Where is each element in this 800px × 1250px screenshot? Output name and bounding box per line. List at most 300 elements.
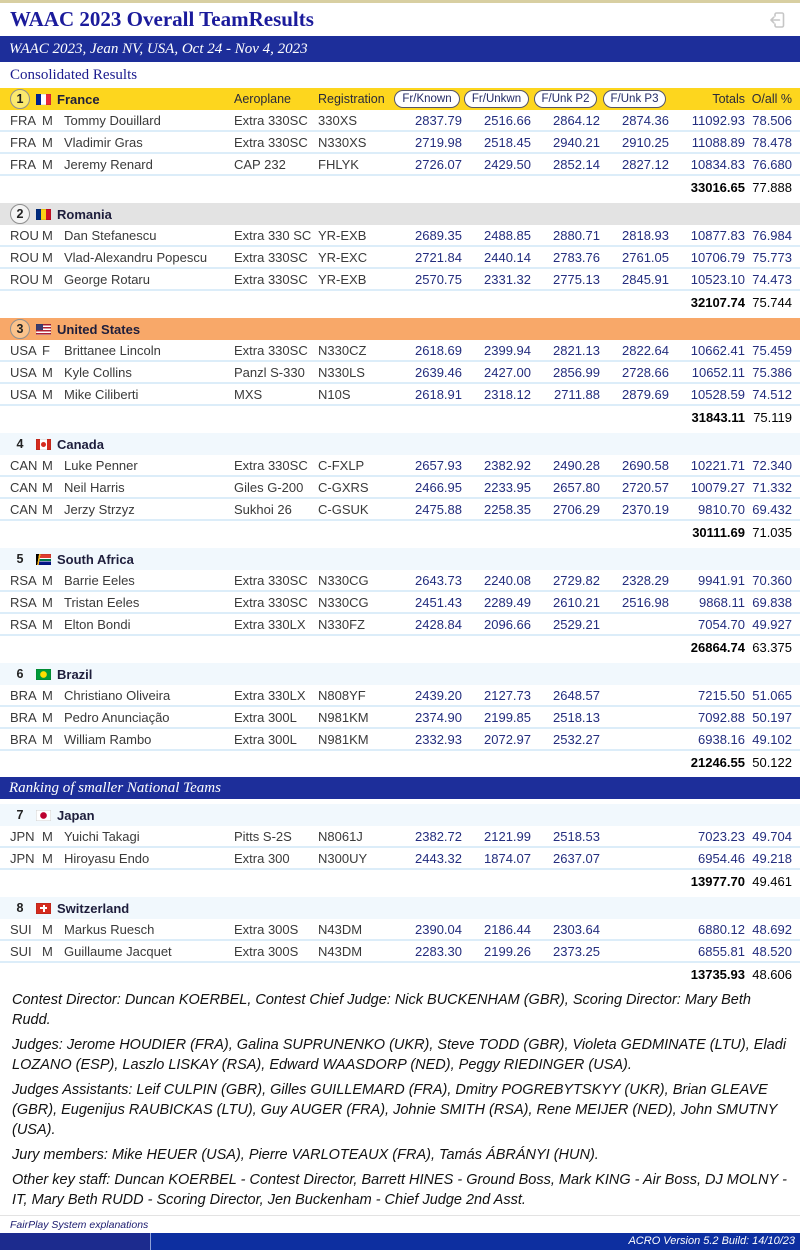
score-f-unk-p2: 2637.07 — [553, 850, 600, 866]
gender: M — [42, 271, 53, 287]
pilot-row — [0, 614, 800, 636]
pilot-row — [0, 826, 800, 848]
score-f-unk-p2: 2518.53 — [553, 828, 600, 844]
pilot-overall-pct: 51.065 — [752, 687, 792, 703]
registration: N330LS — [318, 364, 365, 380]
flag-icon-japan — [36, 810, 51, 821]
score-fr-known: 2618.69 — [415, 342, 462, 358]
page-title: WAAC 2023 Overall TeamResults — [10, 7, 314, 31]
program-button-fr-known[interactable]: Fr/Known — [394, 90, 459, 108]
score-fr-unkwn: 2186.44 — [484, 921, 531, 937]
pilot-total: 11088.89 — [691, 134, 745, 150]
pilot-row — [0, 919, 800, 941]
score-f-unk-p3: 2690.58 — [622, 457, 669, 473]
gender: M — [42, 134, 53, 150]
team-rank-badge: 4 — [16, 437, 24, 451]
team-rank-badge: 6 — [16, 667, 24, 681]
country-code: USA — [10, 364, 37, 380]
footer-other-key-staff: Other key staff: Duncan KOERBEL - Contest Director, Barrett HINES - Ground Boss, Mark KING - Air Boss, DJ MOLNY - IT, Mary Beth RUDD - Scoring Director, Jen Buckenham - Chief Judge 2nd Asst. — [12, 1172, 787, 1208]
aeroplane: Extra 330SC — [234, 134, 308, 150]
pilot-total: 10662.41 — [690, 342, 745, 358]
aeroplane: Extra 330SC — [234, 457, 308, 473]
score-fr-known: 2837.79 — [415, 112, 462, 128]
registration: N330XS — [318, 134, 367, 150]
team-rank-badge: 7 — [16, 808, 24, 822]
team-rank-badge: 1 — [10, 89, 30, 109]
pilot-row — [0, 110, 800, 132]
footer-jury-members: Jury members: Mike HEUER (USA), Pierre VARLOTEAUX (FRA), Tamás ÁBRÁNYI (HUN). — [12, 1147, 599, 1163]
pilot-overall-pct: 50.197 — [752, 709, 792, 725]
officials-footer — [0, 985, 800, 1210]
pilot-total: 9810.70 — [698, 501, 745, 517]
registration: 330XS — [318, 112, 358, 128]
team-rank-badge: 8 — [16, 901, 24, 915]
pilot-name: Dan Stefanescu — [64, 227, 157, 243]
country-code: USA — [10, 386, 37, 402]
score-f-unk-p2: 2532.27 — [553, 731, 600, 747]
team-total-row — [0, 176, 800, 198]
footer-judges: Judges: Jerome HOUDIER (FRA), Galina SUPRUNENKO (UKR), Steve TODD (GBR), Violeta GEDMINATE (LTU), Eladi LOZANO (ESP), Laszlo LISKAY (RSA), Edward WAASDORP (NED), Peggy RIEDINGER (USA). — [12, 1037, 787, 1073]
program-button-wrap — [531, 90, 600, 108]
pilot-overall-pct: 70.360 — [752, 572, 792, 588]
score-f-unk-p2: 2303.64 — [553, 921, 600, 937]
pilot-total: 7054.70 — [698, 616, 745, 632]
team-total: 13977.70 — [690, 873, 745, 889]
gender: M — [42, 364, 53, 380]
country-code: ROU — [10, 227, 39, 243]
score-f-unk-p2: 2648.57 — [553, 687, 600, 703]
aeroplane: MXS — [234, 386, 263, 402]
gender: M — [42, 943, 53, 959]
version-text: ACRO Version 5.2 Build: 14/10/23 — [628, 1235, 795, 1247]
score-f-unk-p3: 2822.64 — [622, 342, 669, 358]
score-fr-known: 2382.72 — [415, 828, 462, 844]
pilot-overall-pct: 76.984 — [752, 227, 792, 243]
score-f-unk-p2: 2711.88 — [553, 386, 600, 402]
team-section-japan — [0, 804, 800, 892]
gender: F — [42, 342, 50, 358]
registration: N330FZ — [318, 616, 365, 632]
team-total-row — [0, 406, 800, 428]
score-fr-unkwn: 2399.94 — [484, 342, 531, 358]
program-button-wrap — [600, 90, 669, 108]
registration: YR-EXB — [318, 227, 367, 243]
score-f-unk-p2: 2783.76 — [553, 249, 600, 265]
country-code: SUI — [10, 921, 32, 937]
score-fr-unkwn: 2096.66 — [484, 616, 531, 632]
score-fr-unkwn: 2331.32 — [484, 271, 531, 287]
country-code: CAN — [10, 501, 38, 517]
gender: M — [42, 594, 53, 610]
score-fr-known: 2618.91 — [415, 386, 462, 402]
teams-table — [0, 88, 800, 985]
score-f-unk-p2: 2940.21 — [553, 134, 600, 150]
pilot-overall-pct: 76.680 — [752, 156, 792, 172]
team-name: South Africa — [57, 551, 134, 567]
pilot-total: 9941.91 — [698, 572, 745, 588]
pilot-name: Vladimir Gras — [64, 134, 143, 150]
team-total: 32107.74 — [690, 294, 745, 310]
team-identity — [10, 898, 234, 918]
score-fr-unkwn: 2516.66 — [484, 112, 531, 128]
score-f-unk-p2: 2373.25 — [553, 943, 600, 959]
score-f-unk-p3: 2370.19 — [622, 501, 669, 517]
pilot-total: 6954.46 — [698, 850, 745, 866]
pilot-name: Tommy Douillard — [64, 112, 161, 128]
team-identity — [10, 89, 234, 109]
pilot-name: Kyle Collins — [64, 364, 132, 380]
score-fr-known: 2428.84 — [415, 616, 462, 632]
team-overall-pct: 75.119 — [753, 409, 792, 425]
pilot-total: 10079.27 — [690, 479, 745, 495]
score-fr-unkwn: 2318.12 — [484, 386, 531, 402]
team-overall-pct: 71.035 — [752, 524, 792, 540]
team-overall-pct: 77.888 — [752, 179, 792, 195]
team-name: United States — [57, 321, 141, 337]
aeroplane: Extra 330SC — [234, 271, 308, 287]
pilot-overall-pct: 74.512 — [752, 386, 792, 402]
pilot-row — [0, 225, 800, 247]
pilot-total: 11092.93 — [691, 112, 745, 128]
program-button-fr-unkwn[interactable]: Fr/Unkwn — [464, 90, 529, 108]
score-fr-unkwn: 1874.07 — [484, 850, 531, 866]
gender: M — [42, 249, 53, 265]
country-code: RSA — [10, 616, 37, 632]
footer-contest-director: Contest Director: Duncan KOERBEL, Contest Chief Judge: Nick BUCKENHAM (GBR), Scoring Director: Mary Beth Rudd. — [12, 992, 751, 1028]
aeroplane: Extra 330SC — [234, 342, 308, 358]
aeroplane: Extra 330SC — [234, 572, 308, 588]
score-fr-unkwn: 2199.85 — [484, 709, 531, 725]
pilot-row — [0, 707, 800, 729]
gender: M — [42, 156, 53, 172]
program-button-f-unk-p2[interactable]: F/Unk P2 — [534, 90, 598, 108]
team-section-france — [0, 88, 800, 198]
pilot-overall-pct: 74.473 — [752, 271, 792, 287]
gender: M — [42, 457, 53, 473]
score-fr-unkwn: 2233.95 — [484, 479, 531, 495]
pilot-overall-pct: 75.773 — [752, 249, 792, 265]
team-total: 13735.93 — [690, 966, 745, 982]
pilot-name: Markus Ruesch — [64, 921, 155, 937]
score-f-unk-p2: 2706.29 — [553, 501, 600, 517]
team-total-row — [0, 963, 800, 985]
team-identity — [10, 664, 234, 684]
country-code: JPN — [10, 828, 35, 844]
country-code: RSA — [10, 572, 37, 588]
score-f-unk-p3: 2720.57 — [622, 479, 669, 495]
pilot-row — [0, 592, 800, 614]
fairplay-link[interactable]: FairPlay System explanations — [0, 1215, 800, 1233]
pilot-total: 10652.11 — [691, 364, 745, 380]
aeroplane: Extra 330SC — [234, 594, 308, 610]
pilot-name: Jeremy Renard — [64, 156, 153, 172]
pilot-total: 10528.59 — [690, 386, 745, 402]
pilot-row — [0, 729, 800, 751]
gender: M — [42, 479, 53, 495]
team-header-canada — [0, 433, 800, 455]
registration: N330CG — [318, 572, 369, 588]
registration: YR-EXC — [318, 249, 368, 265]
team-overall-pct: 48.606 — [752, 966, 792, 982]
flag-icon-brazil — [36, 669, 51, 680]
score-fr-known: 2726.07 — [415, 156, 462, 172]
team-total: 33016.65 — [690, 179, 745, 195]
score-fr-unkwn: 2199.26 — [484, 943, 531, 959]
score-f-unk-p2: 2529.21 — [553, 616, 600, 632]
flag-icon-switzerland — [36, 903, 51, 914]
team-overall-pct: 50.122 — [752, 754, 792, 770]
score-f-unk-p3: 2328.29 — [622, 572, 669, 588]
pilot-name: Luke Penner — [64, 457, 138, 473]
pilot-total: 6880.12 — [698, 921, 745, 937]
country-code: BRA — [10, 709, 37, 725]
pilot-name: George Rotaru — [64, 271, 150, 287]
aeroplane: Giles G-200 — [234, 479, 304, 495]
score-f-unk-p3: 2516.98 — [622, 594, 669, 610]
team-total: 21246.55 — [690, 754, 745, 770]
pilot-name: Jerzy Strzyz — [64, 501, 135, 517]
pilot-overall-pct: 69.838 — [752, 594, 792, 610]
score-f-unk-p3: 2874.36 — [622, 112, 669, 128]
aeroplane: Panzl S-330 — [234, 364, 305, 380]
team-header-united-states — [0, 318, 800, 340]
pilot-name: Tristan Eeles — [64, 594, 140, 610]
score-f-unk-p2: 2775.13 — [553, 271, 600, 287]
team-name: Switzerland — [57, 900, 130, 916]
score-fr-known: 2719.98 — [415, 134, 462, 150]
pilot-overall-pct: 49.704 — [752, 828, 792, 844]
registration: N300UY — [318, 850, 368, 866]
score-fr-unkwn: 2440.14 — [484, 249, 531, 265]
pilot-total: 10834.83 — [690, 156, 745, 172]
status-bar — [0, 1233, 800, 1250]
gender: M — [42, 501, 53, 517]
pilot-total: 9868.11 — [698, 594, 745, 610]
team-total-row — [0, 751, 800, 773]
team-header-france — [0, 88, 800, 110]
score-fr-known: 2689.35 — [415, 227, 462, 243]
flag-icon-south-africa — [36, 554, 51, 565]
score-fr-unkwn: 2382.92 — [484, 457, 531, 473]
registration: N330CG — [318, 594, 369, 610]
country-code: SUI — [10, 943, 32, 959]
score-fr-known: 2374.90 — [415, 709, 462, 725]
registration: YR-EXB — [318, 271, 367, 287]
column-header-overall: O/all % — [751, 92, 792, 106]
country-code: FRA — [10, 134, 36, 150]
aeroplane: Extra 300L — [234, 709, 297, 725]
aeroplane: Extra 300L — [234, 731, 297, 747]
registration: N981KM — [318, 731, 369, 747]
score-f-unk-p2: 2821.13 — [553, 342, 600, 358]
pilot-name: Neil Harris — [64, 479, 125, 495]
pilot-total: 7023.23 — [698, 828, 745, 844]
country-code: CAN — [10, 479, 38, 495]
team-identity — [10, 549, 234, 569]
score-fr-unkwn: 2240.08 — [484, 572, 531, 588]
country-code: ROU — [10, 271, 39, 287]
gender: M — [42, 572, 53, 588]
column-header-totals: Totals — [712, 92, 745, 106]
team-rank-badge: 2 — [10, 204, 30, 224]
aeroplane: Sukhoi 26 — [234, 501, 292, 517]
score-f-unk-p3: 2761.05 — [622, 249, 669, 265]
score-fr-unkwn: 2429.50 — [484, 156, 531, 172]
score-fr-known: 2570.75 — [415, 271, 462, 287]
pilot-row — [0, 247, 800, 269]
pilot-name: Yuichi Takagi — [64, 828, 140, 844]
country-code: FRA — [10, 112, 36, 128]
team-total-row — [0, 870, 800, 892]
title-bar — [0, 3, 800, 36]
team-name: Brazil — [57, 666, 93, 682]
registration: FHLYK — [318, 156, 359, 172]
registration: N8061J — [318, 828, 363, 844]
team-total: 30111.69 — [692, 524, 745, 540]
score-fr-known: 2451.43 — [415, 594, 462, 610]
registration: N43DM — [318, 943, 363, 959]
team-overall-pct: 75.744 — [752, 294, 792, 310]
score-f-unk-p3: 2818.93 — [622, 227, 669, 243]
flag-icon-romania — [36, 209, 51, 220]
aeroplane: Extra 330LX — [234, 616, 306, 632]
score-fr-unkwn: 2258.35 — [484, 501, 531, 517]
score-f-unk-p2: 2657.80 — [553, 479, 600, 495]
flag-icon-canada — [36, 439, 51, 450]
column-header-aeroplane: Aeroplane — [234, 92, 291, 106]
pilot-overall-pct: 69.432 — [752, 501, 792, 517]
gender: M — [42, 850, 53, 866]
pilot-row — [0, 340, 800, 362]
pilot-overall-pct: 49.102 — [752, 731, 792, 747]
pilot-overall-pct: 75.459 — [752, 342, 792, 358]
aeroplane: Extra 300S — [234, 943, 299, 959]
country-code: FRA — [10, 156, 36, 172]
score-fr-known: 2332.93 — [415, 731, 462, 747]
pilot-name: Guillaume Jacquet — [64, 943, 172, 959]
country-code: USA — [10, 342, 37, 358]
country-code: JPN — [10, 850, 35, 866]
team-total-row — [0, 636, 800, 658]
aeroplane: Extra 300S — [234, 921, 299, 937]
pilot-row — [0, 269, 800, 291]
team-identity — [10, 434, 234, 454]
program-button-f-unk-p3[interactable]: F/Unk P3 — [603, 90, 667, 108]
contest-info-bar: WAAC 2023, Jean NV, USA, Oct 24 - Nov 4, 2023 — [0, 36, 800, 62]
pilot-overall-pct: 48.692 — [752, 921, 792, 937]
pilot-name: Pedro Anunciação — [64, 709, 170, 725]
section-title: Consolidated Results — [10, 67, 138, 83]
score-f-unk-p3: 2728.66 — [622, 364, 669, 380]
team-header-romania — [0, 203, 800, 225]
score-fr-known: 2439.20 — [415, 687, 462, 703]
gender: M — [42, 386, 53, 402]
team-name: France — [57, 91, 100, 107]
aeroplane: Extra 330SC — [234, 249, 308, 265]
pilot-name: Elton Bondi — [64, 616, 131, 632]
team-total-row — [0, 291, 800, 313]
status-bar-left-segment — [0, 1233, 151, 1250]
pilot-overall-pct: 49.927 — [752, 616, 792, 632]
team-total: 31843.11 — [691, 409, 745, 425]
pilot-overall-pct: 75.386 — [752, 364, 792, 380]
aeroplane: Extra 300 — [234, 850, 290, 866]
team-total: 26864.74 — [690, 639, 745, 655]
score-f-unk-p3: 2827.12 — [622, 156, 669, 172]
team-section-south-africa — [0, 548, 800, 658]
team-header-switzerland — [0, 897, 800, 919]
pilot-overall-pct: 72.340 — [752, 457, 792, 473]
pilot-total: 6938.16 — [698, 731, 745, 747]
score-fr-known: 2657.93 — [415, 457, 462, 473]
score-f-unk-p2: 2852.14 — [553, 156, 600, 172]
registration: N808YF — [318, 687, 366, 703]
pilot-row — [0, 362, 800, 384]
gender: M — [42, 616, 53, 632]
country-code: BRA — [10, 731, 37, 747]
country-code: RSA — [10, 594, 37, 610]
aeroplane: Extra 330SC — [234, 112, 308, 128]
registration: N981KM — [318, 709, 369, 725]
flag-icon-united-states — [36, 324, 51, 335]
gender: M — [42, 921, 53, 937]
score-fr-unkwn: 2127.73 — [484, 687, 531, 703]
country-code: CAN — [10, 457, 38, 473]
pilot-row — [0, 685, 800, 707]
pilot-row — [0, 848, 800, 870]
team-rank-badge: 5 — [16, 552, 24, 566]
gender: M — [42, 709, 53, 725]
team-identity — [10, 319, 234, 339]
team-header-south-africa — [0, 548, 800, 570]
pilot-total: 6855.81 — [698, 943, 745, 959]
registration: C-GXRS — [318, 479, 369, 495]
team-rank-badge: 3 — [10, 319, 30, 339]
team-name: Japan — [57, 807, 95, 823]
score-fr-known: 2466.95 — [415, 479, 462, 495]
score-fr-known: 2390.04 — [415, 921, 462, 937]
score-f-unk-p2: 2518.13 — [553, 709, 600, 725]
pilot-row — [0, 477, 800, 499]
pilot-row — [0, 384, 800, 406]
score-f-unk-p2: 2864.12 — [553, 112, 600, 128]
program-button-wrap — [462, 90, 531, 108]
pilot-total: 10706.79 — [690, 249, 745, 265]
pilot-row — [0, 132, 800, 154]
column-header-registration: Registration — [318, 92, 385, 106]
pilot-row — [0, 499, 800, 521]
score-fr-known: 2643.73 — [415, 572, 462, 588]
pilot-overall-pct: 78.506 — [752, 112, 792, 128]
score-f-unk-p3: 2910.25 — [622, 134, 669, 150]
gender: M — [42, 731, 53, 747]
score-f-unk-p2: 2729.82 — [553, 572, 600, 588]
footer-judges-assistants: Judges Assistants: Leif CULPIN (GBR), Gilles GUILLEMARD (FRA), Dmitry POGREBYTSKYY (UKR), Brian GLEAVE (GBR), Eugenijus RAUBICKAS (LTU), Guy AUGER (FRA), Johnie SMITH (RSA), Rene MEIJER (NED), John SMUTNY (USA). — [12, 1082, 778, 1138]
score-fr-known: 2721.84 — [415, 249, 462, 265]
export-icon[interactable] — [766, 9, 788, 31]
flag-icon-france — [36, 94, 51, 105]
pilot-name: William Rambo — [64, 731, 152, 747]
score-fr-known: 2443.32 — [415, 850, 462, 866]
pilot-total: 10877.83 — [690, 227, 745, 243]
score-fr-unkwn: 2488.85 — [484, 227, 531, 243]
team-total-row — [0, 521, 800, 543]
score-fr-unkwn: 2518.45 — [484, 134, 531, 150]
score-fr-known: 2639.46 — [415, 364, 462, 380]
pilot-total: 7092.88 — [698, 709, 745, 725]
pilot-row — [0, 455, 800, 477]
pilot-overall-pct: 49.218 — [752, 850, 792, 866]
